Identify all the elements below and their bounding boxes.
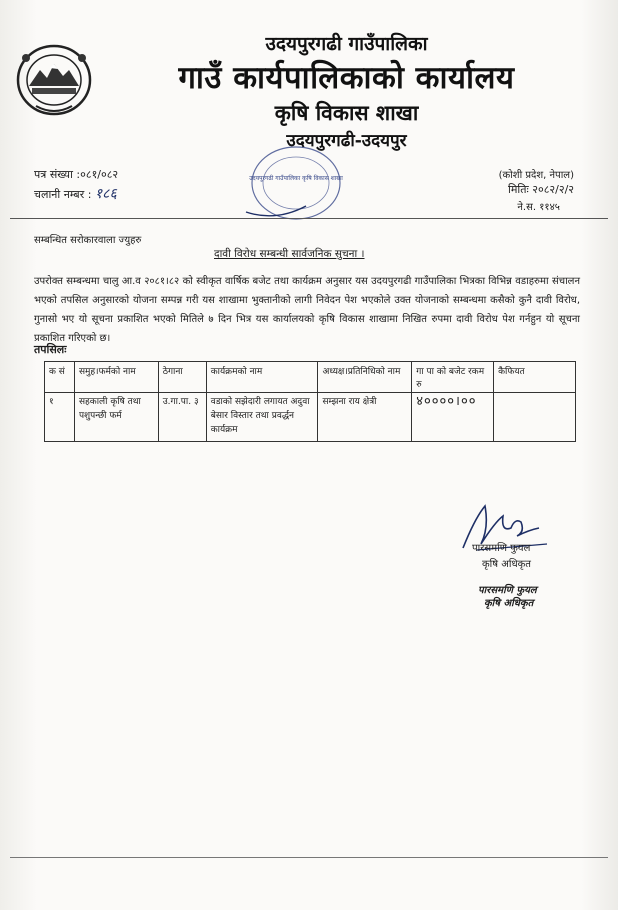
office-stamp	[236, 142, 356, 224]
municipality-emblem	[14, 42, 94, 118]
letter-number-value: ०८१/०८२	[80, 168, 119, 181]
office-name: गाउँ कार्यपालिकाको कार्यालय	[178, 60, 515, 96]
letter-date	[508, 182, 574, 197]
signatory-name: पारसमणि फुयल	[472, 543, 531, 554]
addressee: सम्बन्धित सरोकारवाला ज्युहरु	[34, 235, 142, 246]
annex-label: तपसिलः	[34, 343, 67, 356]
dispatch-number-label: चलानी नम्बर :	[34, 188, 92, 201]
date-value: २०८२/२/२	[532, 183, 574, 196]
header-divider	[10, 218, 608, 219]
notice-subject: दावी विरोध सम्बन्धी सार्वजनिक सुचना ।	[214, 248, 365, 260]
table-row	[45, 393, 576, 442]
column-header-chairperson: अध्यक्ष।प्रतिनिधिको नाम	[318, 362, 412, 393]
notice-body: उपरोक्त सम्बन्धमा चालु आ.व २०८१।८२ को स्वीकृत वार्षिक बजेट तथा कार्यक्रम अनुसार यस उदयपुरगढी गाउँपालिका भित्रका विभिन्न वडाहरुमा संचालन भएको तपसिल अनुसारको योजना सम्पन्न गरी यस शाखामा भुक्तानीको लागी निवेदन पेश भएकोले उक्त योजनाको सम्बन्धमा कसैको कुनै दावी विरोध, गुनासो भए यो सूचना प्रकाशित भएको मितिले ७ दिन भित्र यस कार्यालयको कृषि विकास शाखामा निखित रुपमा दावी विरोध पेश गर्नहुन यो सूचना प्रकाशित गरिएको छ।	[34, 276, 580, 344]
cell-group: सहकाली कृषि तथा पशुपन्छी फर्म	[74, 393, 158, 442]
cell-serial: १	[45, 393, 75, 442]
municipality-name: उदयपुरगढी गाउँपालिका	[265, 33, 428, 55]
cell-remarks	[494, 393, 576, 442]
dispatch-number	[34, 184, 117, 203]
stamp-text: उदयपुरगढी गाउँपालिका कृषि विकास शाखा	[249, 175, 343, 182]
column-header-serial: क सं	[45, 362, 75, 393]
table-header-row	[45, 362, 576, 393]
column-header-budget: गा पा को बजेट रकम रु	[412, 362, 494, 393]
signatory-post: कृषि अधिकृत	[482, 559, 531, 570]
column-header-group: समुह।फर्मको नाम	[74, 362, 158, 393]
column-header-remarks: कैफियत	[494, 362, 576, 393]
footer-line	[10, 857, 608, 858]
dispatch-number-value: १८६	[94, 186, 117, 202]
section-name: कृषि विकास शाखा	[274, 101, 419, 125]
cell-program: वडाको सझेदारी लगायत अदुवा बेसार विस्तार तथा प्रवर्द्धन कार्यक्रम	[206, 393, 318, 442]
province-label: (कोशी प्रदेश, नेपाल)	[498, 170, 574, 181]
letter-number-label: पत्र संख्या :	[34, 168, 81, 181]
cell-address: उ.गा.पा. ३	[158, 393, 206, 442]
post-seal: कृषि अधिकृत	[484, 598, 534, 609]
column-header-program: कार्यक्रमको नाम	[206, 362, 318, 393]
office-address: उदयपुरगढी-उदयपुर	[286, 131, 407, 151]
letter-number	[34, 167, 118, 182]
name-seal: पारसमणि फुयल	[478, 585, 537, 596]
nepal-sambat-date: ने.स. ११४५	[517, 202, 560, 213]
column-header-address: ठेगाना	[158, 362, 206, 393]
cell-chairperson: सम्झना राय क्षेत्री	[318, 393, 412, 442]
project-table	[44, 361, 576, 442]
cell-budget: ४००००।००	[412, 393, 494, 442]
date-label: मितिः	[507, 183, 529, 196]
